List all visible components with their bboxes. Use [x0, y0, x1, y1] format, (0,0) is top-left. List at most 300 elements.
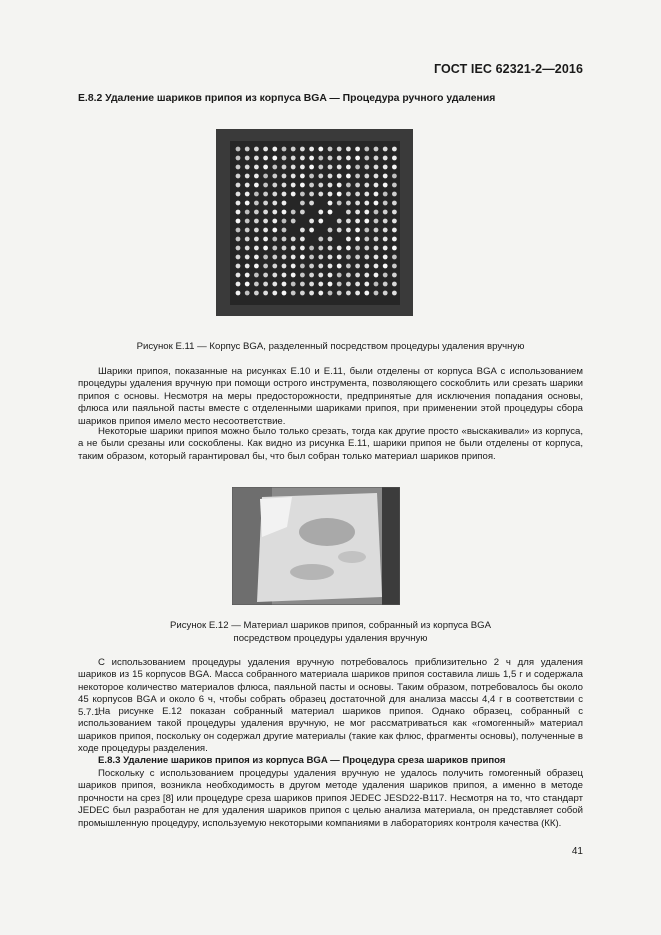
solder-ball	[337, 255, 342, 260]
solder-ball	[300, 246, 305, 251]
solder-ball	[236, 174, 241, 179]
solder-ball	[291, 273, 296, 278]
solder-ball	[300, 291, 305, 296]
solder-ball	[254, 147, 259, 152]
solder-ball	[318, 156, 323, 161]
solder-ball	[392, 165, 397, 170]
solder-ball	[236, 165, 241, 170]
solder-ball	[392, 282, 397, 287]
solder-ball	[291, 219, 296, 224]
solder-ball	[318, 273, 323, 278]
solder-ball	[328, 165, 333, 170]
solder-ball	[300, 174, 305, 179]
solder-ball	[392, 219, 397, 224]
solder-ball	[355, 156, 360, 161]
solder-ball	[236, 237, 241, 242]
solder-ball	[364, 210, 369, 215]
solder-ball	[263, 156, 268, 161]
solder-ball	[364, 219, 369, 224]
solder-ball	[236, 273, 241, 278]
solder-ball	[300, 210, 305, 215]
solder-ball	[383, 192, 388, 197]
solder-ball	[355, 264, 360, 269]
solder-ball	[364, 255, 369, 260]
solder-ball	[355, 165, 360, 170]
solder-ball	[346, 246, 351, 251]
solder-ball	[328, 282, 333, 287]
solder-ball	[318, 165, 323, 170]
paragraph-sample-homogeneity: На рисунке Е.12 показан собранный материал шариков припоя. Однако образец, собранный с использованием такой процедуры удаления вручную, не мог рассматриваться как «гомогенный» материал шариков припоя, поскольку он содержал другие материалы (такие как флюс, фрагменты основы), полученные в ходе процедуры разделения.	[78, 706, 583, 755]
solder-ball	[383, 291, 388, 296]
solder-ball	[272, 228, 277, 233]
solder-ball	[291, 237, 296, 242]
paragraph-removal-time: С использованием процедуры удаления вручную потребовалось приблизительно 2 ч для удаления шариков из 15 корпусов BGA. Масса собранного материала шариков припоя составила лишь 1,5 г и содержала некоторое количество материалов флюса, паяльной пасты и основы. Таким образом, потребовалось бы около 45 корпусов BGA и около 6 ч, чтобы собрать образец достаточной для анализа массы 4,4 г в соответствии с 5.7.1.	[78, 657, 583, 718]
solder-ball	[374, 210, 379, 215]
solder-ball	[364, 174, 369, 179]
solder-ball	[282, 219, 287, 224]
solder-ball	[346, 282, 351, 287]
solder-ball	[364, 192, 369, 197]
solder-ball	[245, 255, 250, 260]
solder-ball	[291, 210, 296, 215]
solder-ball	[254, 273, 259, 278]
solder-ball	[346, 237, 351, 242]
solder-ball	[328, 228, 333, 233]
solder-ball	[245, 246, 250, 251]
solder-ball	[282, 282, 287, 287]
solder-ball	[309, 183, 314, 188]
solder-ball	[337, 183, 342, 188]
solder-ball	[355, 210, 360, 215]
solder-ball	[282, 255, 287, 260]
solder-ball	[364, 282, 369, 287]
solder-ball	[328, 291, 333, 296]
solder-ball	[272, 147, 277, 152]
solder-ball	[346, 165, 351, 170]
solder-ball	[392, 237, 397, 242]
solder-ball	[309, 174, 314, 179]
solder-ball	[355, 273, 360, 278]
solder-ball	[383, 237, 388, 242]
solder-ball	[328, 174, 333, 179]
solder-ball	[346, 291, 351, 296]
solder-ball	[236, 282, 241, 287]
solder-ball	[364, 264, 369, 269]
solder-ball	[254, 264, 259, 269]
solder-ball	[328, 156, 333, 161]
solder-ball	[392, 210, 397, 215]
solder-ball	[254, 183, 259, 188]
solder-ball	[263, 183, 268, 188]
solder-ball	[272, 219, 277, 224]
solder-ball	[291, 246, 296, 251]
solder-ball	[346, 273, 351, 278]
solder-ball	[272, 282, 277, 287]
solder-ball	[300, 147, 305, 152]
solder-ball	[374, 174, 379, 179]
solder-ball	[291, 264, 296, 269]
solder-ball	[282, 183, 287, 188]
solder-ball	[346, 156, 351, 161]
section-title-e83: Е.8.3 Удаление шариков припоя из корпуса BGA — Процедура среза шариков припоя	[98, 755, 506, 766]
solder-ball	[318, 192, 323, 197]
paragraph-manual-removal: Шарики припоя, показанные на рисунках Е.10 и Е.11, были отделены от корпуса BGA с использованием процедуры удаления вручную при помощи острого инструмента, позволяющего соскоблить или срезать шарики припоя с основы. Несмотря на меры предосторожности, предпринятые для исключения попадания основы, флюса или паяльной пасты вместе с отделенными шариками припоя, при применении этой процедуры сбора шариков припоя имело место несоответствие.	[78, 366, 583, 427]
solder-ball	[355, 228, 360, 233]
solder-ball	[300, 237, 305, 242]
solder-ball	[383, 147, 388, 152]
solder-ball	[309, 255, 314, 260]
solder-ball	[263, 174, 268, 179]
solder-ball	[282, 201, 287, 206]
solder-ball	[318, 255, 323, 260]
solder-ball	[254, 174, 259, 179]
solder-ball	[364, 273, 369, 278]
solder-ball	[309, 246, 314, 251]
solder-ball	[346, 228, 351, 233]
solder-ball	[383, 210, 388, 215]
solder-ball	[263, 237, 268, 242]
solder-ball	[355, 174, 360, 179]
solder-ball	[328, 255, 333, 260]
solder-ball	[383, 264, 388, 269]
solder-ball	[245, 147, 250, 152]
solder-ball	[263, 228, 268, 233]
solder-ball	[364, 228, 369, 233]
solder-ball	[383, 201, 388, 206]
solder-ball	[254, 165, 259, 170]
solder-ball	[300, 156, 305, 161]
solder-ball	[392, 255, 397, 260]
solder-ball	[272, 264, 277, 269]
solder-ball	[374, 183, 379, 188]
solder-ball	[346, 210, 351, 215]
solder-ball	[236, 156, 241, 161]
bga-package-image	[216, 129, 413, 316]
solder-ball	[272, 255, 277, 260]
solder-ball	[245, 165, 250, 170]
solder-ball	[282, 156, 287, 161]
solder-ball	[236, 147, 241, 152]
solder-ball	[364, 246, 369, 251]
solder-ball	[300, 282, 305, 287]
solder-ball	[392, 147, 397, 152]
solder-ball	[272, 174, 277, 179]
solder-ball	[374, 165, 379, 170]
paragraph-shear-method: Поскольку с использованием процедуры удаления вручную не удалось получить гомогенный образец шариков припоя, возникла необходимость в другом методе удаления шариков припоя, а именно в методе прочности на срез [8] или процедуре среза шариков припоя JEDEC JESD22-B117. Несмотря на то, что стандарт JEDEC был разработан не для удаления шариков припоя с целью анализа материала, он представляет собой промышленную процедуру, используемую некоторыми компаниями в лабораториях контроля качества (КК).	[78, 768, 583, 829]
solder-ball	[383, 273, 388, 278]
solder-ball	[263, 219, 268, 224]
solder-ball	[300, 165, 305, 170]
solder-ball	[383, 156, 388, 161]
solder-ball	[236, 210, 241, 215]
solder-ball	[245, 282, 250, 287]
solder-ball	[337, 165, 342, 170]
solder-ball	[291, 192, 296, 197]
solder-ball	[245, 228, 250, 233]
solder-ball	[291, 174, 296, 179]
solder-ball	[355, 201, 360, 206]
solder-ball	[355, 246, 360, 251]
solder-ball	[272, 210, 277, 215]
solder-ball	[282, 174, 287, 179]
solder-ball	[392, 201, 397, 206]
solder-ball	[374, 264, 379, 269]
solder-ball	[245, 219, 250, 224]
solder-ball	[337, 156, 342, 161]
solder-ball	[254, 246, 259, 251]
solder-ball	[263, 291, 268, 296]
solder-ball	[318, 174, 323, 179]
solder-ball	[364, 237, 369, 242]
solder-ball	[272, 165, 277, 170]
solder-ball	[309, 228, 314, 233]
solder-ball	[263, 201, 268, 206]
solder-ball	[254, 282, 259, 287]
solder-ball	[245, 192, 250, 197]
solder-ball	[254, 228, 259, 233]
solder-ball	[318, 291, 323, 296]
solder-ball	[337, 174, 342, 179]
solder-ball	[328, 147, 333, 152]
solder-ball	[328, 264, 333, 269]
solder-ball	[383, 255, 388, 260]
solder-ball	[282, 147, 287, 152]
figure-e12-caption-line2: посредством процедуры удаления вручную	[233, 632, 428, 644]
solder-ball	[309, 201, 314, 206]
solder-ball	[383, 282, 388, 287]
solder-ball	[346, 147, 351, 152]
solder-ball	[346, 255, 351, 260]
solder-ball	[346, 192, 351, 197]
solder-ball	[272, 201, 277, 206]
solder-ball	[291, 183, 296, 188]
solder-ball	[254, 219, 259, 224]
solder-ball	[309, 156, 314, 161]
solder-ball	[300, 228, 305, 233]
solder-ball	[392, 174, 397, 179]
solder-ball	[245, 237, 250, 242]
solder-ball	[328, 201, 333, 206]
solder-ball	[263, 273, 268, 278]
solder-ball	[282, 264, 287, 269]
solder-ball	[263, 246, 268, 251]
solder-ball	[374, 291, 379, 296]
solder-ball	[364, 201, 369, 206]
solder-ball	[392, 291, 397, 296]
solder-ball	[337, 282, 342, 287]
solder-ball	[236, 255, 241, 260]
solder-ball	[309, 192, 314, 197]
solder-ball	[236, 246, 241, 251]
solder-ball	[392, 192, 397, 197]
solder-ball	[245, 291, 250, 296]
solder-ball	[374, 273, 379, 278]
solder-ball	[309, 264, 314, 269]
solder-ball	[374, 282, 379, 287]
solder-ball	[355, 282, 360, 287]
solder-ball	[355, 255, 360, 260]
solder-ball	[245, 156, 250, 161]
solder-ball	[392, 228, 397, 233]
solder-ball	[309, 273, 314, 278]
solder-ball	[263, 255, 268, 260]
solder-ball	[254, 291, 259, 296]
solder-ball	[374, 228, 379, 233]
solder-ball	[272, 237, 277, 242]
solder-ball	[355, 147, 360, 152]
solder-ball	[282, 165, 287, 170]
solder-ball	[328, 192, 333, 197]
solder-ball	[236, 183, 241, 188]
solder-ball	[337, 147, 342, 152]
solder-ball	[318, 237, 323, 242]
solder-ball	[282, 192, 287, 197]
solder-ball	[282, 291, 287, 296]
solder-ball	[318, 246, 323, 251]
solder-ball	[392, 264, 397, 269]
solder-ball	[374, 246, 379, 251]
paragraph-solder-balls: Некоторые шарики припоя можно было только срезать, тогда как другие просто «выскакивали» из корпуса, а не были срезаны или соскоблены. Как видно из рисунка Е.11, шарики припоя не были отделены от корпуса, таким образом, который гарантировал бы, что был собран только материал шариков припоя.	[78, 426, 583, 462]
solder-ball	[337, 273, 342, 278]
solder-ball	[300, 201, 305, 206]
solder-ball	[309, 165, 314, 170]
solder-ball	[254, 156, 259, 161]
figure-e12-caption	[78, 620, 583, 645]
solder-ball	[318, 183, 323, 188]
solder-ball	[300, 255, 305, 260]
solder-ball	[254, 237, 259, 242]
solder-ball	[328, 183, 333, 188]
solder-ball	[337, 246, 342, 251]
section-title-e82: Е.8.2 Удаление шариков припоя из корпуса BGA — Процедура ручного удаления	[78, 93, 496, 104]
solder-material-image	[232, 487, 400, 605]
solder-ball	[282, 210, 287, 215]
solder-ball	[364, 147, 369, 152]
solder-ball	[318, 219, 323, 224]
solder-ball	[355, 192, 360, 197]
solder-ball	[309, 282, 314, 287]
solder-ball	[337, 201, 342, 206]
solder-ball	[392, 183, 397, 188]
solder-ball	[272, 246, 277, 251]
solder-ball	[392, 156, 397, 161]
solder-ball	[337, 291, 342, 296]
solder-ball	[272, 192, 277, 197]
solder-ball	[245, 183, 250, 188]
solder-ball	[346, 174, 351, 179]
solder-ball	[355, 219, 360, 224]
solder-ball	[282, 228, 287, 233]
solder-ball	[236, 291, 241, 296]
solder-ball	[374, 255, 379, 260]
solder-ball	[364, 165, 369, 170]
solder-ball	[263, 165, 268, 170]
standard-header: ГОСТ IEC 62321-2—2016	[433, 62, 583, 76]
solder-ball	[383, 219, 388, 224]
solder-ball	[272, 156, 277, 161]
solder-ball	[328, 246, 333, 251]
solder-ball	[318, 147, 323, 152]
solder-ball	[346, 264, 351, 269]
solder-ball	[245, 174, 250, 179]
solder-ball	[300, 264, 305, 269]
solder-ball	[300, 192, 305, 197]
solder-ball	[364, 183, 369, 188]
solder-ball	[263, 192, 268, 197]
solder-ball	[236, 219, 241, 224]
solder-ball	[263, 264, 268, 269]
solder-ball	[383, 165, 388, 170]
solder-ball	[263, 282, 268, 287]
solder-ball	[374, 201, 379, 206]
solder-ball	[291, 147, 296, 152]
solder-ball	[282, 237, 287, 242]
solder-ball	[300, 273, 305, 278]
solder-ball	[355, 291, 360, 296]
solder-ball	[291, 255, 296, 260]
solder-ball	[392, 273, 397, 278]
solder-ball	[364, 156, 369, 161]
solder-ball	[254, 201, 259, 206]
solder-ball	[272, 273, 277, 278]
solder-ball	[318, 210, 323, 215]
solder-ball	[236, 192, 241, 197]
solder-ball	[300, 183, 305, 188]
solder-ball	[254, 255, 259, 260]
solder-ball	[374, 219, 379, 224]
solder-ball	[355, 237, 360, 242]
figure-bga-package-photo	[216, 129, 413, 316]
solder-ball	[272, 183, 277, 188]
solder-ball	[355, 183, 360, 188]
solder-ball	[318, 282, 323, 287]
figure-solder-material-photo	[232, 487, 400, 605]
solder-ball	[346, 219, 351, 224]
solder-ball	[291, 291, 296, 296]
solder-ball	[236, 264, 241, 269]
solder-ball	[346, 183, 351, 188]
solder-ball	[309, 219, 314, 224]
solder-ball	[263, 147, 268, 152]
solder-ball	[282, 273, 287, 278]
solder-ball	[263, 210, 268, 215]
solder-ball	[245, 201, 250, 206]
solder-ball	[272, 291, 277, 296]
solder-ball	[346, 201, 351, 206]
solder-ball	[291, 156, 296, 161]
solder-ball	[254, 192, 259, 197]
solder-ball	[245, 210, 250, 215]
solder-ball	[383, 183, 388, 188]
solder-ball	[309, 291, 314, 296]
solder-ball	[291, 282, 296, 287]
solder-ball	[254, 210, 259, 215]
solder-ball	[337, 219, 342, 224]
solder-ball	[245, 264, 250, 269]
solder-ball	[374, 156, 379, 161]
solder-ball	[337, 264, 342, 269]
solder-ball	[236, 201, 241, 206]
solder-ball	[383, 174, 388, 179]
solder-ball	[282, 246, 287, 251]
solder-ball	[374, 192, 379, 197]
solder-ball	[236, 228, 241, 233]
solder-ball	[309, 147, 314, 152]
solder-ball	[328, 237, 333, 242]
solder-ball	[245, 273, 250, 278]
figure-e12-caption-line1: Рисунок Е.12 — Материал шариков припоя, собранный из корпуса BGA	[170, 620, 491, 631]
solder-ball	[318, 264, 323, 269]
